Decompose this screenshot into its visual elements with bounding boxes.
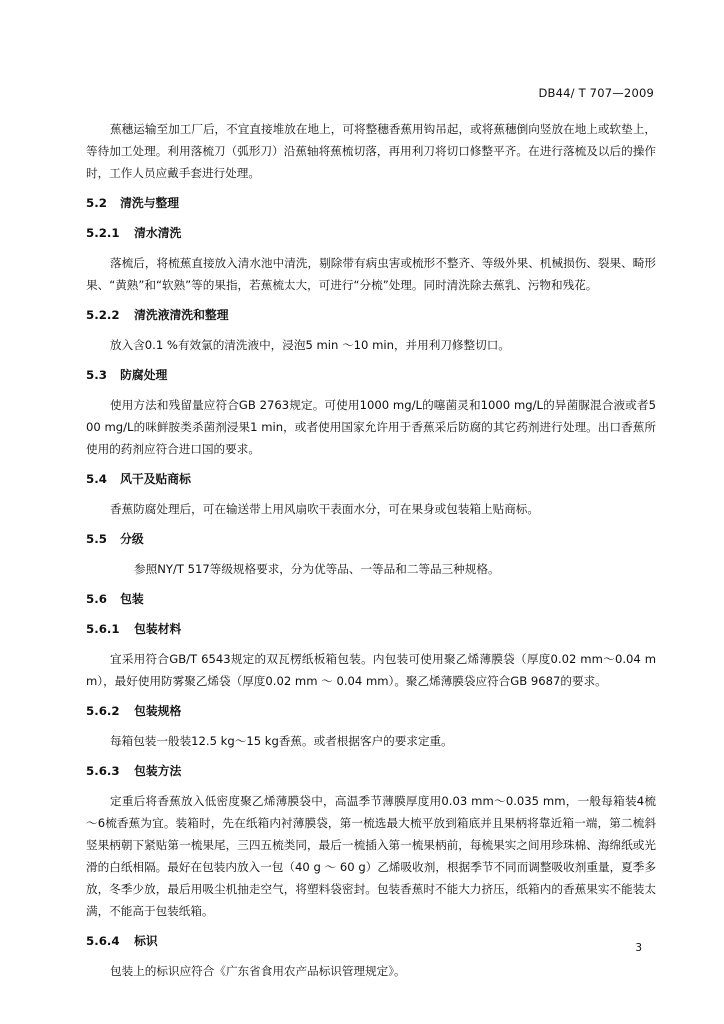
heading-title: 风干及贴商标 bbox=[120, 472, 191, 486]
paragraph-5-5: 参照NY/T 517等级规格要求，分为优等品、一等品和二等品三种规格。 bbox=[134, 562, 500, 576]
heading-number: 5.6.3 bbox=[86, 764, 120, 778]
heading-title: 包装方法 bbox=[134, 764, 182, 778]
heading-number: 5.2.1 bbox=[86, 226, 120, 240]
heading-5-3 bbox=[86, 364, 656, 386]
heading-number: 5.6.4 bbox=[86, 934, 120, 948]
heading-title: 标识 bbox=[134, 934, 158, 948]
heading-number: 5.3 bbox=[86, 368, 107, 382]
heading-5-2-2 bbox=[86, 304, 656, 326]
heading-number: 5.2 bbox=[86, 196, 107, 210]
heading-5-6-1 bbox=[86, 618, 656, 640]
paragraph-5-6-4: 包装上的标识应符合《广东省食用农产品标识管理规定》。 bbox=[110, 964, 406, 978]
heading-title: 包装 bbox=[120, 592, 144, 606]
page-number: 3 bbox=[635, 942, 642, 954]
heading-title: 分级 bbox=[120, 532, 144, 546]
paragraph-5-3: 使用方法和残留量应符合GB 2763规定。可使用1000 mg/L的噻菌灵和1000 mg/L的异菌脲混合液或者500 mg/L的咪鲜胺类杀菌剂浸果1 min，或者使用国家允许用于香蕉采后防腐的其它药剂进行处理。出口香蕉所使用的药剂应符合进口国的要求。 bbox=[86, 398, 656, 456]
paragraph-intro: 蕉穗运输至加工厂后，不宜直接堆放在地上，可将整穗香蕉用钩吊起，或将蕉穗倒向竖放在地上或软垫上，等待加工处理。利用落梳刀（弧形刀）沿蕉轴将蕉梳切落，再用利刀将切口修整平齐。在进行落梳及以后的操作时，工作人员应戴手套进行处理。 bbox=[86, 122, 656, 180]
heading-5-2 bbox=[86, 192, 656, 214]
heading-5-4 bbox=[86, 468, 656, 490]
heading-5-6-4 bbox=[86, 930, 656, 952]
heading-5-6-2 bbox=[86, 700, 656, 722]
heading-number: 5.6 bbox=[86, 592, 107, 606]
heading-number: 5.4 bbox=[86, 472, 107, 486]
document-body bbox=[86, 118, 656, 990]
paragraph-5-2-1: 落梳后，将梳蕉直接放入清水池中清洗，剔除带有病虫害或梳形不整齐、等级外果、机械损伤、裂果、畸形果、“黄熟”和“软熟”等的果指，若蕉梳太大，可进行“分梳”处理。同时清洗除去蕉乳、污物和残花。 bbox=[86, 256, 656, 292]
paragraph-5-6-2: 每箱包装一般装12.5 kg～15 kg香蕉。或者根据客户的要求定重。 bbox=[110, 734, 453, 748]
heading-number: 5.5 bbox=[86, 532, 107, 546]
paragraph-5-2-2: 放入含0.1 %有效氯的清洗液中，浸泡5 min ～10 min，并用利刀修整切口。 bbox=[110, 338, 510, 352]
heading-title: 包装规格 bbox=[134, 704, 182, 718]
paragraph-5-6-1: 宜采用符合GB/T 6543规定的双瓦楞纸板箱包装。内包装可使用聚乙烯薄膜袋（厚度0.02 mm～0.04 mm），最好使用防雾聚乙烯袋（厚度0.02 mm ～ 0.04 mm）。聚乙烯薄膜袋应符合GB 9687的要求。 bbox=[86, 652, 656, 688]
heading-number: 5.6.2 bbox=[86, 704, 120, 718]
heading-5-2-1 bbox=[86, 222, 656, 244]
heading-number: 5.2.2 bbox=[86, 308, 120, 322]
heading-title: 清洗与整理 bbox=[120, 196, 180, 210]
heading-5-6 bbox=[86, 588, 656, 610]
heading-number: 5.6.1 bbox=[86, 622, 120, 636]
heading-title: 防腐处理 bbox=[120, 368, 168, 382]
heading-title: 清洗液清洗和整理 bbox=[134, 308, 229, 322]
heading-5-5 bbox=[86, 528, 656, 550]
paragraph-5-6-3: 定重后将香蕉放入低密度聚乙烯薄膜袋中，高温季节薄膜厚度用0.03 mm～0.035 mm，一般每箱装4梳～6梳香蕉为宜。装箱时，先在纸箱内衬薄膜袋，第一梳选最大梳平放到箱底并且果柄将靠近箱一端，第二梳斜竖果柄朝下紧贴第一梳果尾，三四五梳类同，最后一梳插入第一梳果柄前，每梳果实之间用珍珠棉、海绵纸或光滑的白纸相隔。最好在包装内放入一包（40 g ～ 60 g）乙烯吸收剂，根据季节不同而调整吸收剂重量，夏季多放，冬季少放，最后用吸尘机抽走空气，将塑料袋密封。包装香蕉时不能大力挤压，纸箱内的香蕉果实不能装太满，不能高于包装纸箱。 bbox=[86, 794, 656, 918]
heading-title: 包装材料 bbox=[134, 622, 182, 636]
heading-5-6-3 bbox=[86, 760, 656, 782]
heading-title: 清水清洗 bbox=[134, 226, 182, 240]
document-code: DB44/ T 707—2009 bbox=[538, 86, 654, 100]
paragraph-5-4: 香蕉防腐处理后，可在输送带上用风扇吹干表面水分，可在果身或包装箱上贴商标。 bbox=[110, 502, 539, 516]
